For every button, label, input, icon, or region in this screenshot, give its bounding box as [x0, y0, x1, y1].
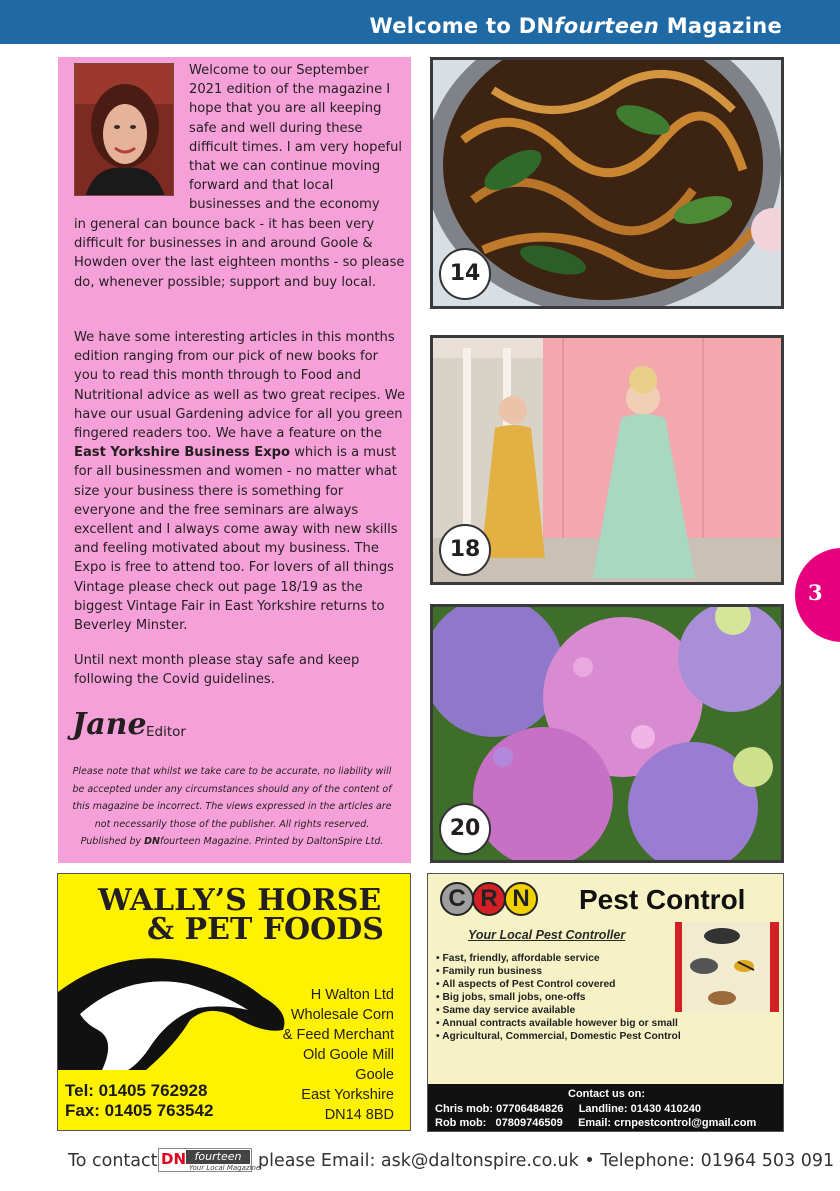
horse-head-icon — [58, 952, 308, 1070]
list-item: • All aspects of Pest Control covered — [436, 979, 616, 990]
editor-photo — [74, 63, 174, 196]
pest-animals-icon — [682, 922, 770, 1012]
feature-gardening[interactable] — [430, 604, 784, 863]
editorial-paragraph: We have some interesting articles in this months edition ranging from our pick of new books for you to read this month through to Food and Nutritional advice as well as two great recipes. We have our usual Gardening advice for all you green fingered readers too. We have a feature on the East Yorkshire Business Expo which is a must for all businessmen and women - no matter what size your business there is something for everyone and the free seminars are always excellent and I always come away with new skills and feeling motivated about my business. The Expo is free to attend too. For lovers of all things Vintage please check out page 18/19 as the biggest Vintage Fair in East Yorkshire returns to Beverley Minster. — [74, 330, 406, 634]
dnfourteen-logo: DN fourteen Your Local Magazine — [158, 1148, 252, 1172]
editorial-closing: Until next month please stay safe and keep following the Covid guidelines. — [74, 653, 360, 688]
header-bar — [0, 0, 840, 44]
wally-horse-pet-foods-ad[interactable] — [57, 873, 411, 1131]
editorial-box — [58, 57, 411, 863]
contact-bar: Contact us on: Chris mob: 07706484826 Landline: 01430 410240 Rob mob: 07809746509 Email: crnpestcontrol@gmail.com — [428, 1084, 784, 1132]
footer-lead: To contact — [68, 1151, 158, 1171]
service-list — [436, 952, 681, 1043]
list-item: • Fast, friendly, affordable service — [436, 953, 600, 964]
editor-signature: Jane — [72, 707, 147, 742]
feature-food[interactable] — [430, 57, 784, 309]
list-item: • Family run business — [436, 966, 543, 977]
editor-role: Editor — [146, 724, 186, 740]
page-number-badge: 14 — [439, 248, 491, 300]
crn-pest-control-ad[interactable]: C R N Pest Control Your Local Pest Controller • Fast, friendly, affordable service • Family run business • All aspects of Pest Control covered • Big jobs, small jobs, one-offs • Same day service available • Annual contracts available however big or small • Agricultural, Commercial, Domestic Pest Control Contact us on: Chris mob: 07706484826 Landline: 01430 410240 Rob mob: 07809746509 Email: crnpestcontrol@gmail.com — [427, 873, 784, 1132]
feature-vintage[interactable] — [430, 335, 784, 585]
page-number-tab: 3 — [795, 548, 840, 642]
footer-contact — [68, 1148, 835, 1178]
ad-headline: WALLY’S HORSE & PET FOODS — [98, 883, 384, 947]
page-number-badge: 20 — [439, 803, 491, 855]
page-title: Welcome to DNfourteen Magazine — [369, 14, 782, 38]
list-item: • Big jobs, small jobs, one-offs — [436, 992, 586, 1003]
list-item: • Agricultural, Commercial, Domestic Pest Control — [436, 1031, 681, 1042]
list-item: • Same day service available — [436, 1005, 576, 1016]
ad-title: Pest Control — [579, 884, 746, 915]
page-number-badge: 18 — [439, 524, 491, 576]
disclaimer: Please note that whilst we take care to be accurate, no liability will be accepted under any circumstances should any of the content of this magazine be incorrect. The views expressed in the articles are not necessarily those of the publisher. All rights reserved. Published by DNfourteen Magazine. Printed by DaltonSpire Ltd. — [72, 766, 392, 847]
footer-contact-text[interactable]: please Email: ask@daltonspire.co.uk • Telephone: 01964 503 091 — [258, 1151, 835, 1171]
ad-slogan: Your Local Pest Controller — [468, 928, 626, 942]
intro-text: Welcome to our September 2021 edition of the magazine I hope that you are all keeping safe and well during these difficult times. I am very hopeful that we can continue moving forward and that local businesses and the economy — [189, 63, 403, 213]
list-item: • Annual contracts available however big or small — [436, 1018, 678, 1029]
ad-address: H Walton Ltd Wholesale Corn & Feed Merchant Old Goole Mill Goole East Yorkshire DN14 8BD — [282, 987, 394, 1123]
pest-photos — [675, 922, 779, 1012]
ad-phone-numbers: Tel: 01405 762928 Fax: 01405 763542 — [65, 1081, 214, 1120]
intro-text-continued: in general can bounce back - it has been very difficult for businesses in and around Goole & Howden over the last eighteen months - so please do, whenever possible; support and buy local. — [74, 217, 405, 290]
